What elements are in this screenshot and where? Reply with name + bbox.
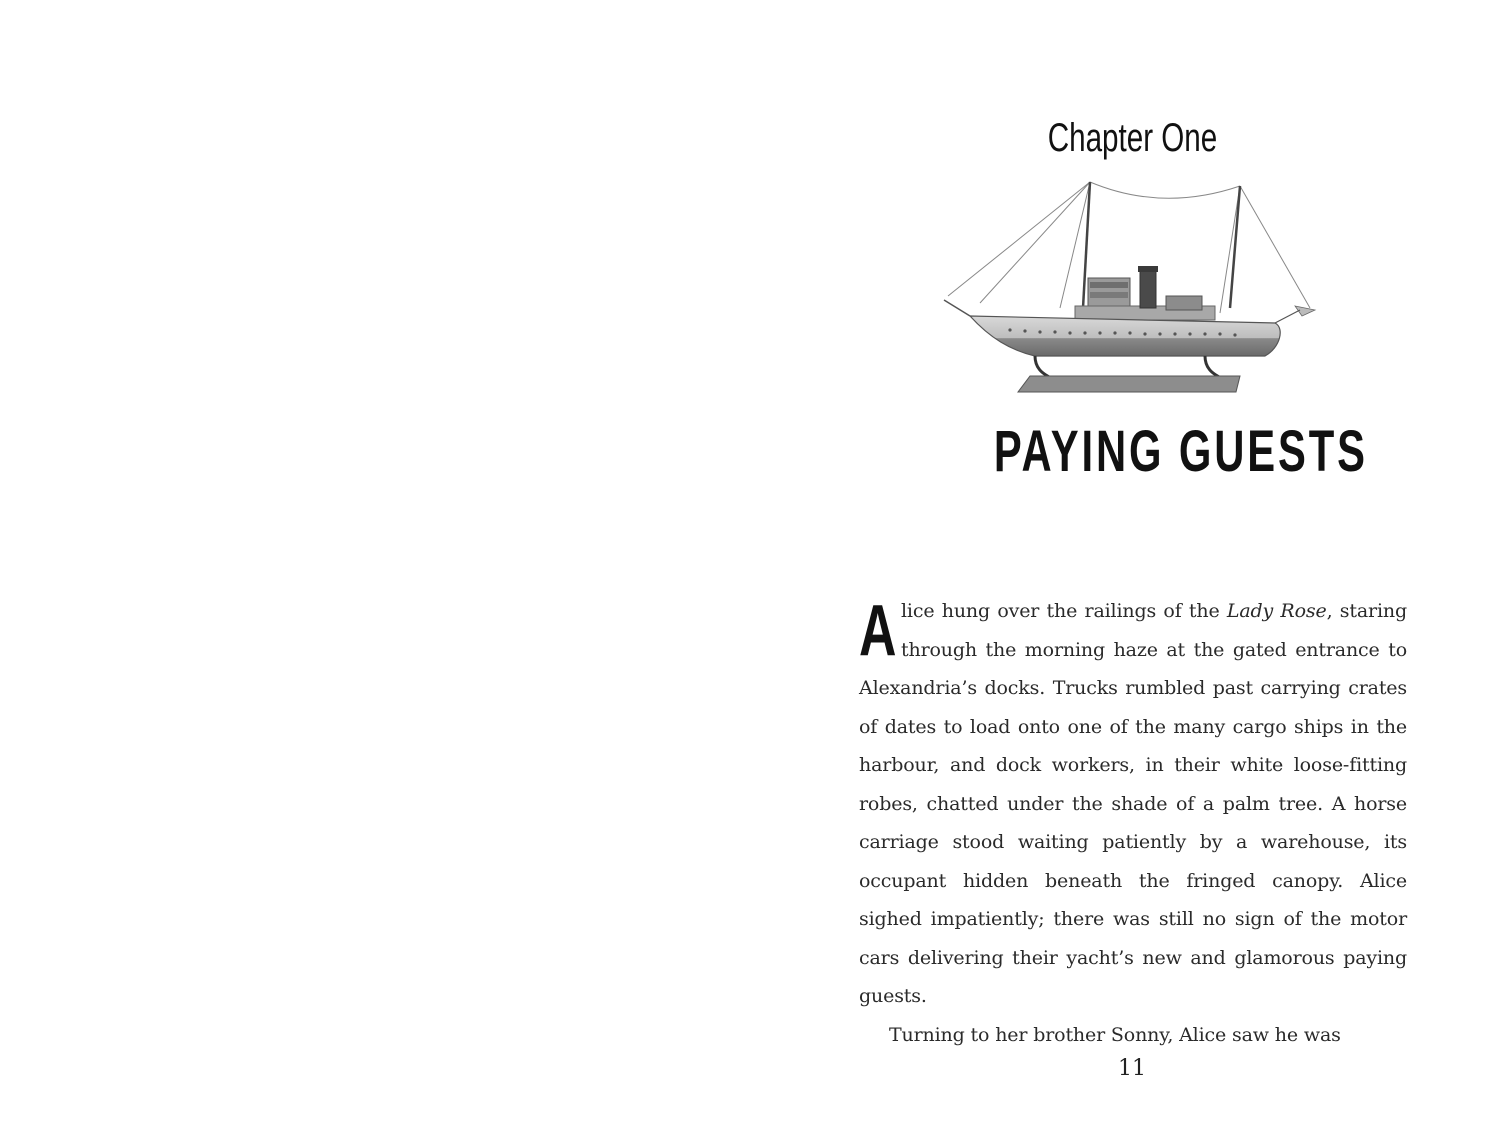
paragraph-2: Turning to her brother Sonny, Alice saw he was	[889, 1023, 1341, 1046]
paragraph-1-start: lice hung over the railings of the	[901, 600, 1227, 622]
ship-stand	[1018, 356, 1240, 392]
chapter-title: PAYING GUESTS	[993, 419, 1368, 484]
chapter-body-text	[859, 592, 1407, 1054]
drop-cap: A	[859, 591, 897, 671]
paragraph-1	[859, 592, 1407, 1016]
ship-hull	[970, 316, 1280, 356]
paragraph-1-rest: , staring through the morning haze at the gated entrance to Alexandria’s docks. Trucks rumbled past carrying crates of dates to load onto one of the many cargo ships in the harbour, and dock workers, in their white loose-fitting robes, chatted under the shade of a palm tree. A horse carriage stood waiting patiently by a warehouse, its occupant hidden beneath the fringed canopy. Alice sighed impatiently; there was still no sign of the motor cars delivering their yacht’s new and glamorous paying guests.	[859, 600, 1407, 1007]
chapter-label: Chapter One	[1047, 116, 1218, 160]
page-number: 11	[1118, 1056, 1146, 1081]
superstructure	[1075, 266, 1215, 320]
rear-mast	[1230, 186, 1240, 308]
ship-model-icon	[940, 178, 1320, 400]
ship-name: Lady Rose	[1226, 600, 1327, 622]
